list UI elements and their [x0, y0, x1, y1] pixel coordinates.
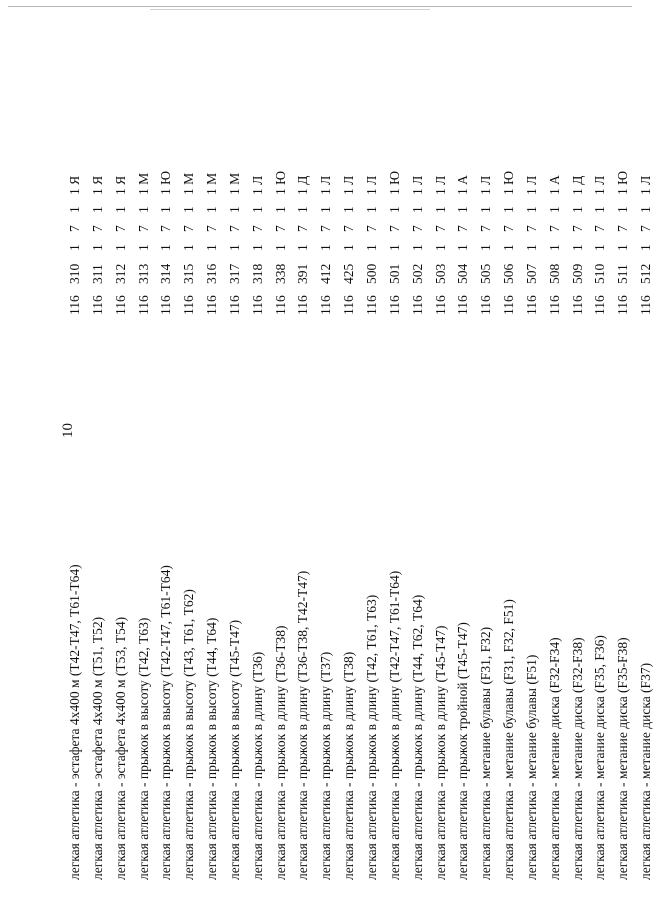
code-part-1: 116: [386, 295, 402, 315]
scan-border-line: [8, 6, 632, 7]
code-part-4: 7: [318, 225, 334, 232]
table-row: [270, 100, 293, 880]
code-part-5: 1: [112, 206, 128, 213]
code-part-1: 116: [615, 295, 631, 315]
sport-discipline-name: легкая атлетика - метание булавы (F31, F32, F51): [501, 599, 517, 880]
code-part-5: 1: [341, 206, 357, 213]
code-part-4: 7: [272, 225, 288, 232]
code-part-3: 1: [135, 244, 151, 251]
code-part-4: 7: [363, 225, 379, 232]
code-part-5: 1: [272, 206, 288, 213]
code-part-5: 1: [318, 206, 334, 213]
code-part-6-group: 1 Л: [249, 175, 265, 195]
sport-discipline-name: легкая атлетика - прыжок в высоту (Т42-Т47, Т61-Т64): [158, 565, 174, 880]
code-part-1: 116: [363, 295, 379, 315]
code-part-4: 7: [386, 225, 402, 232]
code-part-6-group: 1 А: [455, 175, 471, 195]
sport-discipline-name: легкая атлетика - прыжок в длину (Т36-Т38, Т42-Т47): [295, 570, 311, 880]
code-part-4: 7: [501, 225, 517, 232]
code-part-3: 1: [455, 244, 471, 251]
code-part-1: 116: [135, 295, 151, 315]
table-row: [133, 100, 156, 880]
code-part-2: 500: [363, 263, 379, 284]
code-part-1: 116: [272, 295, 288, 315]
code-part-2: 503: [432, 263, 448, 284]
code-part-6-group: 1 М: [181, 172, 197, 195]
code-part-5: 1: [135, 206, 151, 213]
code-part-2: 313: [135, 263, 151, 284]
table-row: [315, 100, 338, 880]
code-part-1: 116: [409, 295, 425, 315]
code-part-6-group: 1 М: [135, 172, 151, 195]
table-row: [292, 100, 315, 880]
code-part-1: 116: [112, 295, 128, 315]
code-part-6-group: 1 Л: [432, 175, 448, 195]
table-row: [635, 100, 658, 880]
code-part-1: 116: [249, 295, 265, 315]
table-row: [521, 100, 544, 880]
code-part-4: 7: [67, 225, 82, 232]
code-part-2: 314: [158, 263, 174, 284]
code-part-2: 505: [478, 263, 494, 284]
code-part-2: 509: [569, 263, 585, 284]
sport-discipline-name: легкая атлетика - прыжок в высоту (Т43, Т61, Т62): [181, 589, 197, 880]
code-part-2: 504: [455, 263, 471, 284]
code-part-3: 1: [638, 244, 654, 251]
code-part-5: 1: [89, 206, 105, 213]
code-part-6-group: 1 Л: [638, 175, 654, 195]
table-row: [384, 100, 407, 880]
code-part-5: 1: [615, 206, 631, 213]
code-part-5: 1: [546, 206, 562, 213]
code-part-2: 412: [318, 263, 334, 284]
table-row: [361, 100, 384, 880]
code-part-3: 1: [204, 244, 220, 251]
code-part-4: 7: [295, 225, 311, 232]
table-row: [110, 100, 133, 880]
code-part-2: 511: [615, 264, 631, 284]
scan-border-line: [150, 9, 430, 10]
code-part-5: 1: [204, 206, 220, 213]
sport-discipline-name: легкая атлетика - метание диска (F35, F36): [592, 635, 608, 880]
table-row: [407, 100, 430, 880]
code-part-2: 502: [409, 263, 425, 284]
code-part-1: 116: [501, 295, 517, 315]
code-part-6-group: 1 Л: [409, 175, 425, 195]
code-part-4: 7: [592, 225, 608, 232]
code-part-2: 507: [523, 263, 539, 284]
code-part-1: 116: [341, 295, 357, 315]
sport-code-table: [64, 100, 658, 880]
sport-discipline-name: легкая атлетика - эстафета 4х400 м (Т51, Т52): [89, 616, 105, 880]
code-part-3: 1: [363, 244, 379, 251]
code-part-3: 1: [569, 244, 585, 251]
sport-discipline-name: легкая атлетика - прыжок в длину (Т42-Т47, Т61-Т64): [386, 570, 402, 880]
code-part-5: 1: [501, 206, 517, 213]
table-row: [338, 100, 361, 880]
code-part-1: 116: [318, 295, 334, 315]
code-part-4: 7: [158, 225, 174, 232]
code-part-5: 1: [478, 206, 494, 213]
sport-discipline-name: легкая атлетика - метание диска (F35-F38): [615, 637, 631, 880]
code-part-2: 512: [638, 263, 654, 284]
sport-discipline-name: легкая атлетика - метание булавы (F31, F32): [478, 626, 494, 880]
code-part-4: 7: [615, 225, 631, 232]
code-part-4: 7: [181, 225, 197, 232]
code-part-5: 1: [249, 206, 265, 213]
code-part-4: 7: [112, 225, 128, 232]
code-part-2: 425: [341, 263, 357, 284]
sport-discipline-name: легкая атлетика - прыжок в длину (Т44, Т62, Т64): [409, 594, 425, 880]
code-part-4: 7: [89, 225, 105, 232]
code-part-1: 116: [67, 295, 82, 315]
code-part-1: 116: [546, 295, 562, 315]
code-part-6-group: 1 Д: [569, 175, 585, 195]
code-part-5: 1: [386, 206, 402, 213]
code-part-1: 116: [478, 295, 494, 315]
sport-discipline-name: легкая атлетика - эстафета 4х400 м (Т42-Т47, Т61-Т64): [67, 564, 82, 880]
code-part-2: 501: [386, 263, 402, 284]
code-part-1: 116: [295, 295, 311, 315]
code-part-4: 7: [204, 225, 220, 232]
sport-discipline-name: легкая атлетика - прыжок тройной (Т45-Т47): [455, 622, 471, 880]
code-part-3: 1: [89, 244, 105, 251]
code-part-3: 1: [478, 244, 494, 251]
code-part-5: 1: [638, 206, 654, 213]
sport-discipline-name: легкая атлетика - метание булавы (F51): [523, 654, 539, 880]
code-part-4: 7: [409, 225, 425, 232]
code-part-1: 116: [569, 295, 585, 315]
code-part-1: 116: [523, 295, 539, 315]
code-part-3: 1: [501, 244, 517, 251]
code-part-3: 1: [181, 244, 197, 251]
sport-discipline-name: легкая атлетика - эстафета 4х400 м (Т53, Т54): [112, 616, 128, 880]
code-part-5: 1: [569, 206, 585, 213]
table-row: [567, 100, 590, 880]
code-part-3: 1: [249, 244, 265, 251]
code-part-6-group: 1 Я: [67, 175, 82, 195]
code-part-6-group: 1 Л: [341, 175, 357, 195]
code-part-2: 316: [204, 263, 220, 284]
table-row: [589, 100, 612, 880]
code-part-6-group: 1 Ю: [501, 170, 517, 195]
code-part-4: 7: [249, 225, 265, 232]
code-part-3: 1: [158, 244, 174, 251]
code-part-2: 317: [226, 263, 242, 284]
sport-discipline-name: легкая атлетика - прыжок в длину (Т37): [318, 651, 334, 880]
code-part-6-group: 1 Ю: [158, 170, 174, 195]
code-part-6-group: 1 Ю: [272, 170, 288, 195]
table-row: [201, 100, 224, 880]
code-part-3: 1: [67, 244, 82, 251]
code-part-5: 1: [67, 206, 82, 213]
code-part-3: 1: [523, 244, 539, 251]
code-part-6-group: 1 М: [204, 172, 220, 195]
table-row: [452, 100, 475, 880]
code-part-6-group: 1 Л: [592, 175, 608, 195]
code-part-5: 1: [158, 206, 174, 213]
table-row: [247, 100, 270, 880]
code-part-3: 1: [112, 244, 128, 251]
code-part-3: 1: [295, 244, 311, 251]
code-part-2: 315: [181, 263, 197, 284]
sport-discipline-name: легкая атлетика - метание диска (F32-F38): [569, 637, 585, 880]
code-part-3: 1: [226, 244, 242, 251]
code-part-2: 508: [546, 263, 562, 284]
code-part-2: 391: [295, 263, 311, 284]
code-part-1: 116: [638, 295, 654, 315]
rotated-page-content: [60, 100, 654, 880]
code-part-5: 1: [295, 206, 311, 213]
table-row: [178, 100, 201, 880]
code-part-4: 7: [546, 225, 562, 232]
code-part-6-group: 1 Д: [295, 175, 311, 195]
code-part-2: 510: [592, 263, 608, 284]
sport-discipline-name: легкая атлетика - прыжок в высоту (Т44, Т64): [204, 617, 220, 880]
code-part-2: 312: [112, 263, 128, 284]
code-part-2: 338: [272, 263, 288, 284]
code-part-1: 116: [181, 295, 197, 315]
code-part-3: 1: [386, 244, 402, 251]
code-part-3: 1: [409, 244, 425, 251]
code-part-4: 7: [455, 225, 471, 232]
code-part-4: 7: [432, 225, 448, 232]
code-part-3: 1: [341, 244, 357, 251]
table-row: [155, 100, 178, 880]
code-part-3: 1: [272, 244, 288, 251]
sport-discipline-name: легкая атлетика - метание диска (F37): [638, 662, 654, 880]
code-part-5: 1: [409, 206, 425, 213]
table-row: [475, 100, 498, 880]
table-row: [64, 100, 87, 880]
code-part-2: 311: [89, 264, 105, 284]
code-part-5: 1: [226, 206, 242, 213]
code-part-2: 318: [249, 263, 265, 284]
code-part-3: 1: [546, 244, 562, 251]
sport-discipline-name: легкая атлетика - прыжок в длину (Т36): [249, 651, 265, 880]
table-row: [498, 100, 521, 880]
code-part-1: 116: [204, 295, 220, 315]
table-row: [224, 100, 247, 880]
sport-discipline-name: легкая атлетика - прыжок в длину (Т38): [341, 651, 357, 880]
code-part-1: 116: [592, 295, 608, 315]
code-part-1: 116: [158, 295, 174, 315]
code-part-3: 1: [318, 244, 334, 251]
code-part-3: 1: [432, 244, 448, 251]
code-part-4: 7: [341, 225, 357, 232]
code-part-6-group: 1 М: [226, 172, 242, 195]
code-part-3: 1: [615, 244, 631, 251]
code-part-5: 1: [363, 206, 379, 213]
sport-discipline-name: легкая атлетика - прыжок в высоту (Т45-Т47): [226, 619, 242, 880]
code-part-4: 7: [569, 225, 585, 232]
code-part-6-group: 1 Л: [523, 175, 539, 195]
code-part-1: 116: [455, 295, 471, 315]
sport-discipline-name: легкая атлетика - прыжок в высоту (Т42, Т63): [135, 617, 151, 880]
code-part-4: 7: [638, 225, 654, 232]
code-part-1: 116: [89, 295, 105, 315]
sport-discipline-name: легкая атлетика - прыжок в длину (Т45-Т47): [432, 625, 448, 880]
code-part-1: 116: [226, 295, 242, 315]
sport-discipline-name: легкая атлетика - прыжок в длину (Т42, Т61, Т63): [363, 594, 379, 880]
code-part-5: 1: [455, 206, 471, 213]
code-part-6-group: 1 Ю: [615, 170, 631, 195]
code-part-3: 1: [592, 244, 608, 251]
page-number: 10: [60, 423, 76, 438]
table-row: [544, 100, 567, 880]
table-row: [612, 100, 635, 880]
sport-discipline-name: легкая атлетика - метание диска (F32-F34): [546, 637, 562, 880]
code-part-5: 1: [181, 206, 197, 213]
code-part-5: 1: [523, 206, 539, 213]
code-part-5: 1: [592, 206, 608, 213]
code-part-6-group: 1 Л: [363, 175, 379, 195]
table-row: [87, 100, 110, 880]
code-part-6-group: 1 Л: [478, 175, 494, 195]
code-part-5: 1: [432, 206, 448, 213]
code-part-4: 7: [523, 225, 539, 232]
code-part-2: 310: [67, 263, 82, 284]
code-part-6-group: 1 Л: [318, 175, 334, 195]
code-part-2: 506: [501, 263, 517, 284]
code-part-6-group: 1 Я: [112, 175, 128, 195]
sport-discipline-name: легкая атлетика - прыжок в длину (Т36-Т38): [272, 625, 288, 880]
code-part-4: 7: [226, 225, 242, 232]
table-row: [430, 100, 453, 880]
code-part-6-group: 1 А: [546, 175, 562, 195]
code-part-4: 7: [478, 225, 494, 232]
code-part-4: 7: [135, 225, 151, 232]
code-part-1: 116: [432, 295, 448, 315]
code-part-6-group: 1 Ю: [386, 170, 402, 195]
code-part-6-group: 1 Я: [89, 175, 105, 195]
